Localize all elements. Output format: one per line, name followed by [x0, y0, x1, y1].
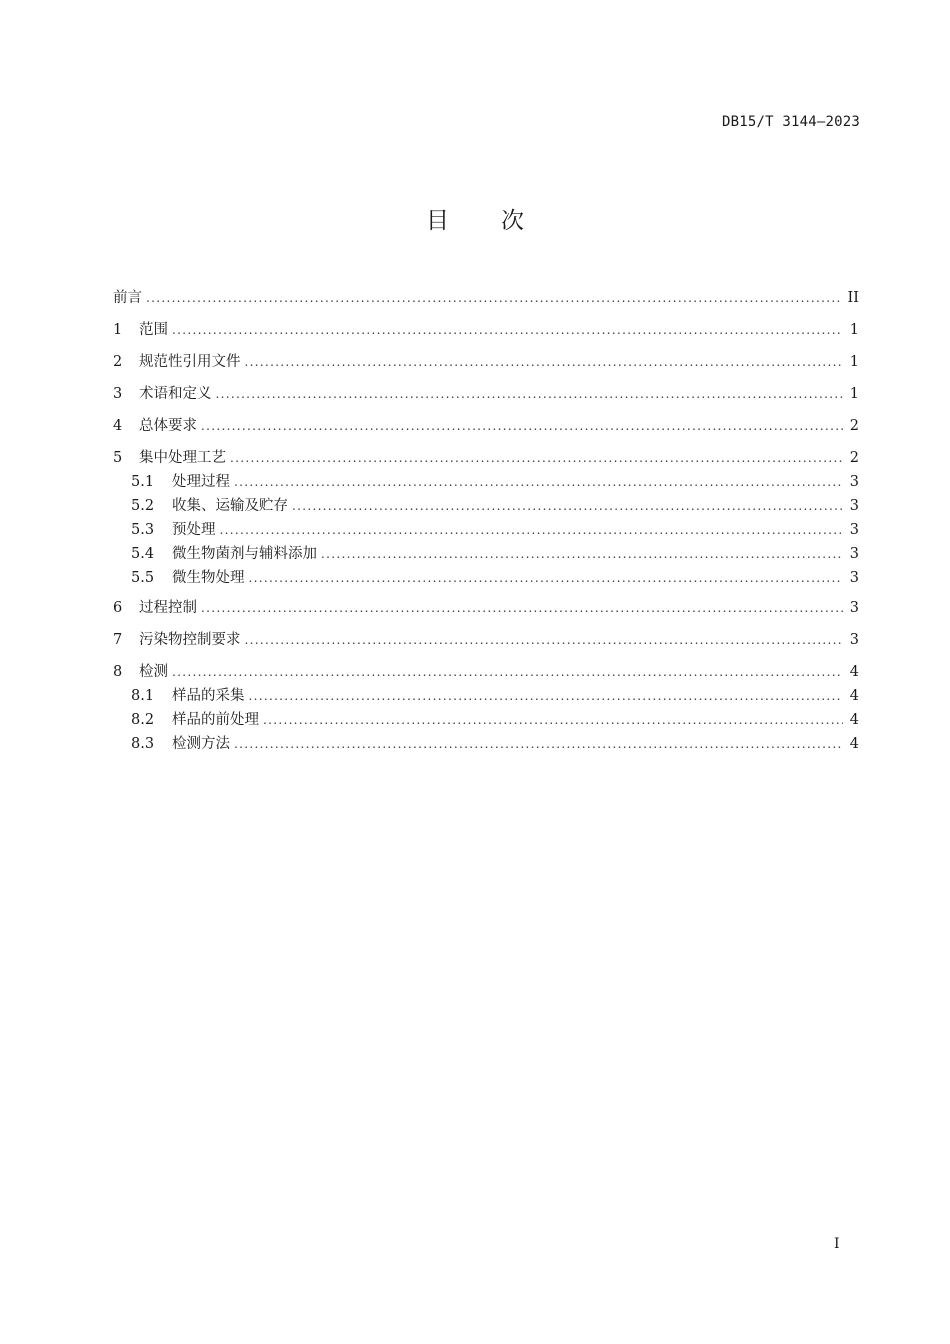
toc-entry-title: 集中处理工艺: [139, 450, 226, 466]
toc-entry-foreword[interactable]: [113, 288, 859, 308]
toc-entry-pollutant-control[interactable]: [113, 630, 859, 650]
toc-leader-dots: [201, 416, 843, 436]
toc-entry-number: 4: [113, 418, 123, 434]
toc-entry-title: 样品的采集: [172, 688, 245, 704]
page-number: I: [834, 1236, 840, 1252]
toc-leader-dots: [201, 598, 843, 618]
toc-entry-number: 8: [113, 664, 123, 680]
toc-entry-8-1[interactable]: [113, 686, 859, 706]
toc-entry-page: 1: [849, 322, 859, 338]
toc-leader-dots: [263, 710, 843, 730]
toc-leader-dots: [234, 734, 843, 754]
toc-entry-title: 检测: [139, 664, 168, 680]
toc-entry-8-2[interactable]: [113, 710, 859, 730]
toc-entry-title: 预处理: [172, 522, 216, 538]
toc-entry-page: 3: [849, 546, 859, 562]
toc-entry-page: 3: [849, 600, 859, 616]
toc-leader-dots: [249, 686, 844, 706]
toc-entry-number: 1: [113, 322, 123, 338]
toc-entry-number: 5: [113, 450, 123, 466]
toc-entry-scope[interactable]: [113, 320, 859, 340]
toc-entry-page: 1: [849, 386, 859, 402]
toc-leader-dots: [146, 288, 842, 308]
toc-entry-5-5[interactable]: [113, 568, 859, 588]
toc-entry-number: 8.2: [131, 712, 155, 728]
toc-entry-title: 污染物控制要求: [139, 632, 241, 648]
toc-entry-process-control[interactable]: [113, 598, 859, 618]
toc-leader-dots: [230, 448, 843, 468]
toc-entry-normative-references[interactable]: [113, 352, 859, 372]
toc-title-char-1: 目: [426, 208, 449, 234]
toc-entry-title: 术语和定义: [139, 386, 212, 402]
toc-leader-dots: [249, 568, 844, 588]
toc-entry-title: 收集、运输及贮存: [172, 498, 288, 514]
toc-leader-dots: [245, 352, 844, 372]
toc-entry-title: 总体要求: [139, 418, 197, 434]
toc-entry-centralized-process[interactable]: [113, 448, 859, 468]
toc-leader-dots: [292, 496, 843, 516]
toc-entry-5-3[interactable]: [113, 520, 859, 540]
toc-entry-number: 3: [113, 386, 123, 402]
toc-leader-dots: [321, 544, 843, 564]
toc-entry-title: 过程控制: [139, 600, 197, 616]
toc-entry-title: 微生物处理: [172, 570, 245, 586]
toc-leader-dots: [245, 630, 844, 650]
toc-entry-testing[interactable]: [113, 662, 859, 682]
toc-entry-title: 规范性引用文件: [139, 354, 241, 370]
toc-entry-5-1[interactable]: [113, 472, 859, 492]
toc-entry-number: 2: [113, 354, 123, 370]
toc-entry-page: 4: [849, 664, 859, 680]
toc-entry-page: 3: [849, 522, 859, 538]
toc-entry-page: 3: [849, 474, 859, 490]
toc-entry-number: 5.4: [131, 546, 155, 562]
toc-entry-number: 5.2: [131, 498, 155, 514]
document-code: DB15/T 3144—2023: [721, 114, 860, 130]
toc-entry-page: 3: [849, 632, 859, 648]
toc-entry-number: 5.3: [131, 522, 155, 538]
toc-entry-page: 2: [849, 450, 859, 466]
toc-entry-title: 范围: [139, 322, 168, 338]
toc-leader-dots: [216, 384, 844, 404]
toc-leader-dots: [220, 520, 844, 540]
toc-entry-page: 1: [849, 354, 859, 370]
toc-entry-5-2[interactable]: [113, 496, 859, 516]
toc-entry-page: 4: [849, 736, 859, 752]
toc-entry-terms-definitions[interactable]: [113, 384, 859, 404]
toc-list: [113, 288, 859, 754]
toc-leader-dots: [172, 662, 843, 682]
toc-entry-number: 6: [113, 600, 123, 616]
toc-entry-page: 4: [849, 688, 859, 704]
toc-entry-title: 处理过程: [172, 474, 230, 490]
toc-entry-title: 检测方法: [172, 736, 230, 752]
toc-entry-number: 8.3: [131, 736, 155, 752]
toc-entry-title: 样品的前处理: [172, 712, 259, 728]
toc-leader-dots: [234, 472, 843, 492]
toc-entry-title: 微生物菌剂与辅料添加: [172, 546, 317, 562]
toc-entry-title: 前言: [113, 290, 142, 306]
toc-entry-number: 5.5: [131, 570, 155, 586]
toc-entry-number: 8.1: [131, 688, 155, 704]
toc-entry-8-3[interactable]: [113, 734, 859, 754]
toc-entry-5-4[interactable]: [113, 544, 859, 564]
toc-entry-page: 3: [849, 498, 859, 514]
toc-entry-page: 4: [849, 712, 859, 728]
toc-entry-page: 2: [849, 418, 859, 434]
toc-entry-number: 5.1: [131, 474, 155, 490]
toc-entry-general-requirements[interactable]: [113, 416, 859, 436]
toc-entry-number: 7: [113, 632, 123, 648]
toc-title: [0, 202, 950, 235]
toc-entry-page: II: [847, 290, 859, 306]
toc-leader-dots: [172, 320, 843, 340]
toc-entry-page: 3: [849, 570, 859, 586]
toc-title-char-2: 次: [501, 208, 524, 234]
